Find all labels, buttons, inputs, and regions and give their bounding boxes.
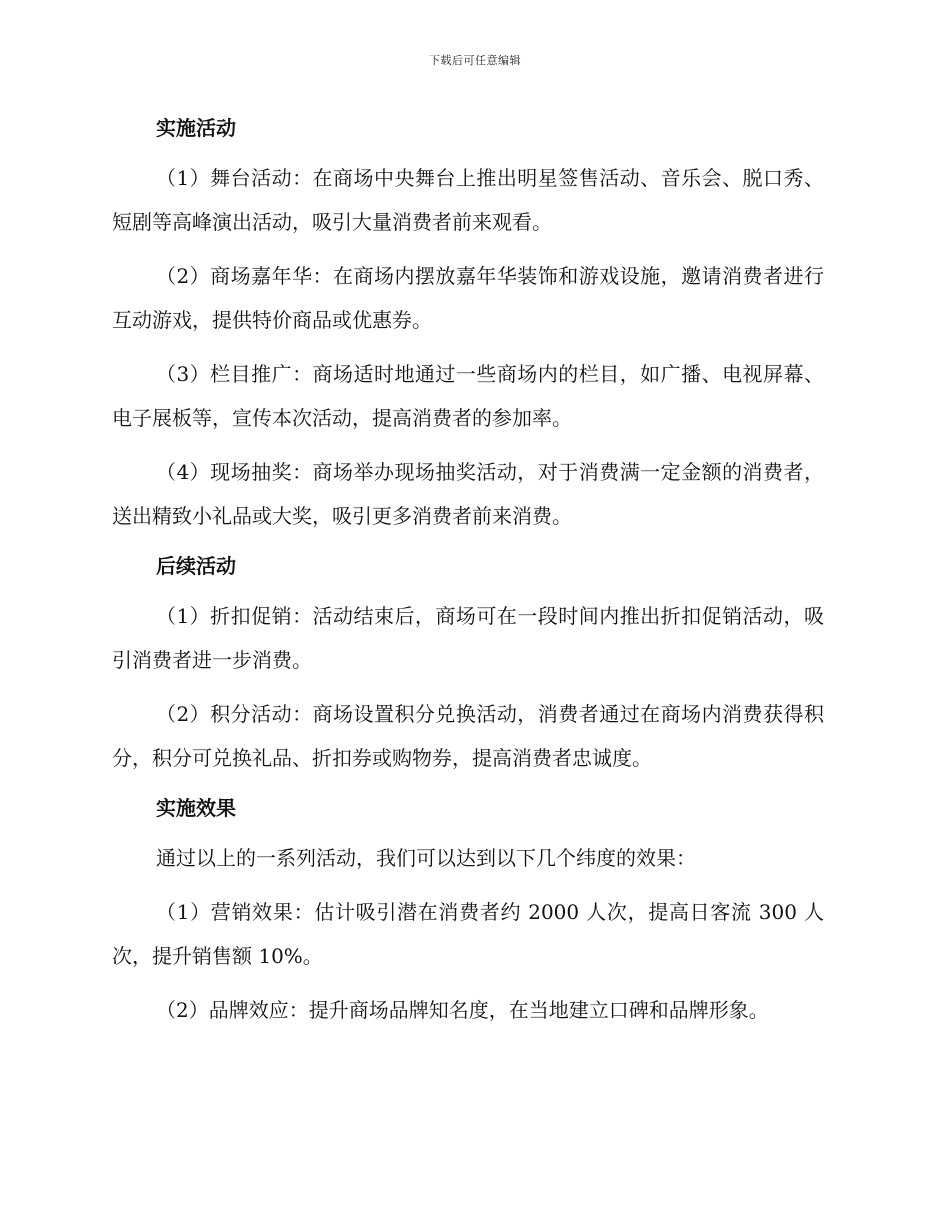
paragraph-stage-activity: （1）舞台活动：在商场中央舞台上推出明星签售活动、音乐会、脱口秀、短剧等高峰演出活动，吸引大量消费者前来观看。 bbox=[112, 166, 824, 234]
section-heading-followup: 后续活动 bbox=[156, 554, 236, 578]
paragraph-carnival: （2）商场嘉年华：在商场内摆放嘉年华装饰和游戏设施，邀请消费者进行互动游戏，提供特价商品或优惠券。 bbox=[112, 264, 824, 332]
paragraph-lottery: （4）现场抽奖：商场举办现场抽奖活动，对于消费满一定金额的消费者，送出精致小礼品或大奖，吸引更多消费者前来消费。 bbox=[112, 460, 824, 528]
paragraph-points-activity: （2）积分活动：商场设置积分兑换活动，消费者通过在商场内消费获得积分，积分可兑换礼品、折扣券或购物券，提高消费者忠诚度。 bbox=[112, 702, 824, 770]
paragraph-brand-effect: （2）品牌效应：提升商场品牌知名度，在当地建立口碑和品牌形象。 bbox=[156, 998, 769, 1022]
paragraph-marketing-effect: （1）营销效果：估计吸引潜在消费者约 2000 人次，提高日客流 300 人次，提升销售额 10%。 bbox=[112, 900, 824, 968]
section-heading-implementation: 实施活动 bbox=[156, 116, 236, 140]
document-body bbox=[112, 112, 824, 1032]
page-header: 下载后可任意编辑 bbox=[429, 54, 521, 67]
paragraph-discount-promotion: （1）折扣促销：活动结束后，商场可在一段时间内推出折扣促销活动，吸引消费者进一步消费。 bbox=[112, 604, 824, 672]
paragraph-results-intro: 通过以上的一系列活动，我们可以达到以下几个纬度的效果： bbox=[156, 846, 696, 870]
paragraph-column-promotion: （3）栏目推广：商场适时地通过一些商场内的栏目，如广播、电视屏幕、电子展板等，宣传本次活动，提高消费者的参加率。 bbox=[112, 362, 824, 430]
section-heading-results: 实施效果 bbox=[156, 796, 236, 820]
